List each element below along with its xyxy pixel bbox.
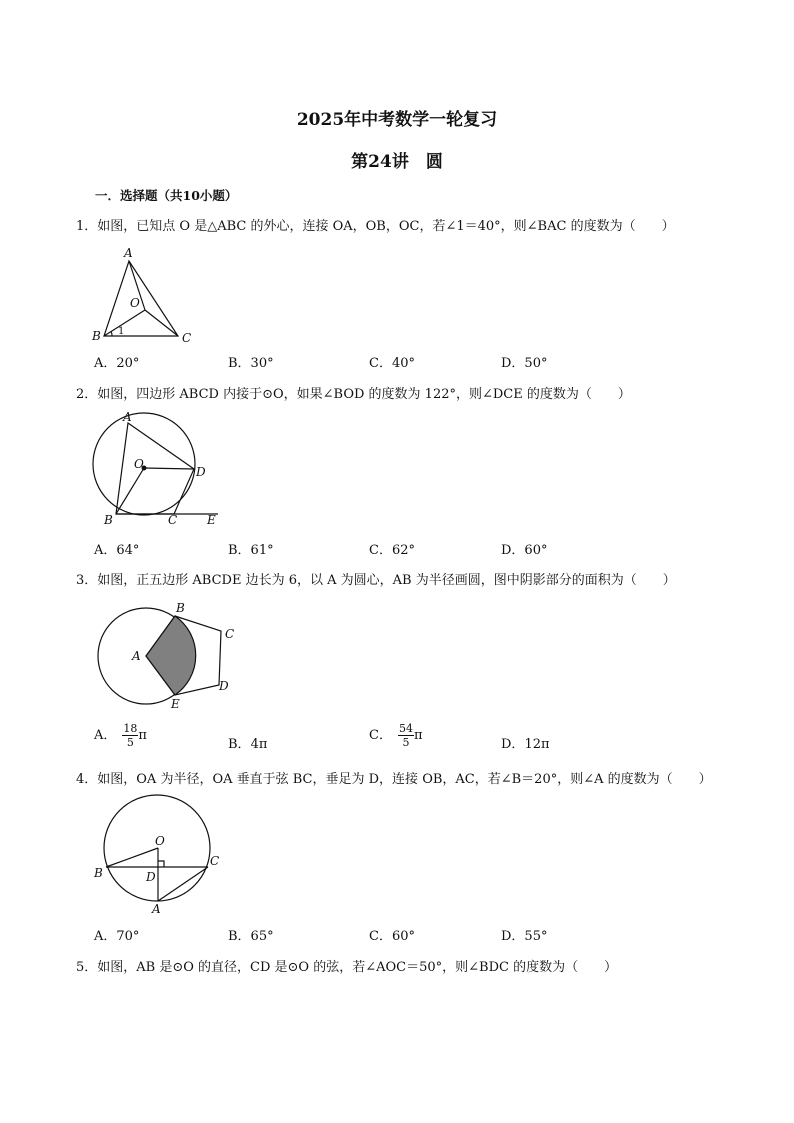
- q1-option-d[interactable]: D．50°: [501, 356, 548, 371]
- q3-option-c[interactable]: C． $\frac{54}{5}$ π: [369, 722, 423, 749]
- q3-label-D: D: [219, 679, 229, 693]
- q4-option-d[interactable]: D．55°: [501, 929, 548, 944]
- q3-label-A: A: [132, 649, 141, 663]
- q4-option-c[interactable]: C．60°: [369, 929, 415, 944]
- q3-label-B: B: [176, 601, 185, 615]
- q1-label-B: B: [92, 329, 101, 343]
- q4-label-D: D: [146, 870, 156, 884]
- q1-option-a[interactable]: A．20°: [94, 356, 140, 371]
- question-3-text: 3．如图，正五边形 ABCDE 边长为 6，以 A 为圆心，AB 为半径画圆，图中阴影部分的面积为（ ）: [76, 573, 676, 588]
- fraction: $\frac{54}{5}$: [398, 722, 413, 749]
- q1-option-c[interactable]: C．40°: [369, 356, 415, 371]
- question-2-figure: [88, 408, 228, 530]
- question-5-text: 5．如图，AB 是⊙O 的直径，CD 是⊙O 的弦，若∠AOC＝50°，则∠BDC 的度数为（ ）: [76, 960, 618, 975]
- q2-label-C: C: [168, 513, 178, 527]
- q4-option-b[interactable]: B．65°: [228, 929, 274, 944]
- q1-label-O: O: [130, 296, 140, 310]
- question-4-figure: [88, 793, 228, 918]
- fraction: $\frac{18}{5}$: [123, 722, 138, 749]
- q1-option-b[interactable]: B．30°: [228, 356, 274, 371]
- q2-label-D: D: [196, 465, 206, 479]
- q4-label-B: B: [94, 866, 103, 880]
- q2-option-d[interactable]: D．60°: [501, 543, 548, 558]
- q4-label-A: A: [152, 902, 161, 916]
- q4-option-a[interactable]: A．70°: [94, 929, 140, 944]
- q3-label-E: E: [171, 697, 180, 711]
- q2-label-O: O: [134, 457, 144, 471]
- question-1-figure: [88, 246, 198, 348]
- q4-label-O: O: [155, 834, 165, 848]
- q3-option-b[interactable]: B．4π: [228, 737, 268, 752]
- q2-label-A: A: [123, 410, 132, 424]
- q2-label-E: E: [207, 513, 216, 527]
- shaded-sector: [146, 616, 196, 695]
- question-1-text: 1．如图，已知点 O 是△ABC 的外心，连接 OA，OB，OC，若∠1＝40°，则∠BAC 的度数为（ ）: [76, 219, 675, 234]
- section-heading: 一．选择题（共10小题）: [95, 188, 238, 203]
- question-3-figure: [88, 600, 248, 715]
- q1-label-A: A: [124, 246, 133, 260]
- lecture-title: 第24讲 圆: [351, 152, 443, 172]
- question-4-text: 4．如图，OA 为半径，OA 垂直于弦 BC，垂足为 D，连接 OB，AC，若∠B＝20°，则∠A 的度数为（ ）: [76, 772, 712, 787]
- q1-label-C: C: [182, 331, 192, 345]
- q2-option-a[interactable]: A．64°: [94, 543, 140, 558]
- q3-option-a[interactable]: A． $\frac{18}{5}$ π: [94, 722, 147, 749]
- q3-label-C: C: [225, 627, 235, 641]
- q4-label-C: C: [210, 854, 220, 868]
- document-title: 2025年中考数学一轮复习: [296, 110, 498, 130]
- q2-label-B: B: [104, 513, 113, 527]
- q2-option-c[interactable]: C．62°: [369, 543, 415, 558]
- q3-option-d[interactable]: D．12π: [501, 737, 550, 752]
- question-2-text: 2．如图，四边形 ABCD 内接于⊙O，如果∠BOD 的度数为 122°，则∠DCE 的度数为（ ）: [76, 387, 631, 402]
- q1-label-angle-1: 1: [118, 326, 125, 337]
- q2-option-b[interactable]: B．61°: [228, 543, 274, 558]
